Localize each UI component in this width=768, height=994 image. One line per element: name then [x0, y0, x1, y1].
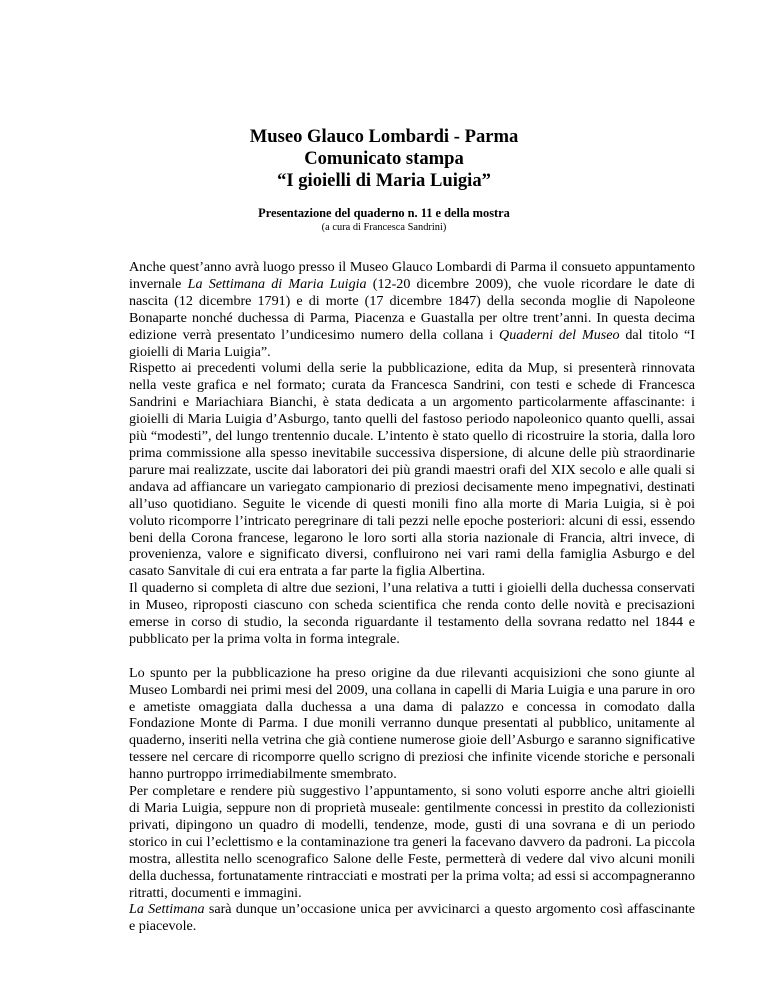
page-subtitle-press-release: Comunicato stampa: [304, 148, 464, 169]
paragraph-4: Lo spunto per la pubblicazione ha preso origine da due rilevanti acquisizioni che sono giunte al Museo Lombardi nei primi mesi del 2009, una collana in capelli di Maria Luigia e una parure in oro e ametiste omaggiata dalla duchessa a una dama di palazzo e concessa in comodato dalla Fondazione Monte di Parma. I due monili verranno dunque presentati al pubblico, unitamente al quaderno, inseriti nella vetrina che già contiene numerose gioie dell’Asburgo e saranno significative tessere nel cercare di ricomporre quello scrigno di preziosi che infinite vicende storiche e personali hanno purtroppo irrimediabilmente smembrato.: [129, 664, 695, 783]
paragraph-1-text-e: dal titolo “I gioielli di Maria Luigia”.: [129, 326, 695, 360]
paragraph-1: [129, 259, 695, 360]
paragraph-1-text-c: (12-20 dicembre 2009), che vuole ricordare le date di nascita (12 dicembre 1791) e di morte (17 dicembre 1847) della seconda moglie di Napoleone Bonaparte nonché duchessa di Parma, Piacenza e Guastalla per oltre trent’anni. In questa decima edizione verrà presentato l’undicesimo numero della collana i: [129, 275, 695, 343]
paragraph-3: Il quaderno si completa di altre due sezioni, l’una relativa a tutti i gioielli della duchessa conservati in Museo, riproposti ciascuno con scheda scientifica che renda conto delle novità e precisazioni emerse in corso di studio, la seconda riguardante il testamento della sovrana redatto nel 1844 e pubblicato per la prima volta in forma integrale.: [129, 580, 695, 647]
page-title: Museo Glauco Lombardi - Parma: [249, 126, 519, 147]
presentation-subtitle: [0, 206, 768, 234]
curator-credit: (a cura di Francesca Sandrini): [321, 222, 447, 233]
page-subtitle-exhibition: “I gioielli di Maria Luigia”: [277, 170, 491, 191]
series-title-italic: Quaderni del Museo: [499, 326, 620, 343]
paragraph-6: [129, 901, 695, 935]
presentation-heading: Presentazione del quaderno n. 11 e della mostra: [258, 206, 510, 220]
body-text: [129, 259, 695, 935]
paragraph-1-text-a: Anche quest’anno avrà luogo presso il Museo Glauco Lombardi di Parma il consueto appuntamento invernale: [129, 259, 695, 292]
event-short-title-italic: La Settimana: [129, 901, 205, 918]
document-header: [0, 126, 768, 192]
paragraph-6-text-b: sarà dunque un’occasione unica per avvicinarci a questo argomento così affascinante e piacevole.: [129, 901, 695, 935]
paragraph-5: Per completare e rendere più suggestivo l’appuntamento, si sono voluti esporre anche altri gioielli di Maria Luigia, seppure non di proprietà museale: gentilmente concessi in prestito da collezionisti privati, dipingono un quadro di modelli, tendenze, mode, gusti di una sovrana e di un periodo storico in cui l’eclettismo e la contaminazione tra generi la facevano davvero da padroni. La piccola mostra, allestita nello scenografico Salone delle Feste, permetterà di vedere dal vivo alcuni monili della duchessa, fortunatamente rintracciati e mostrati per la prima volta; ad essi si accompagneranno ritratti, documenti e immagini.: [129, 783, 695, 901]
event-title-italic: La Settimana di Maria Luigia: [187, 275, 367, 292]
paragraph-2: Rispetto ai precedenti volumi della serie la pubblicazione, edita da Mup, si presenterà rinnovata nella veste grafica e nel formato; curata da Francesca Sandrini, con testi e schede di Francesca Sandrini e Mariachiara Bianchi, è stata dedicata a un argomento particolarmente affascinante: i gioielli di Maria Luigia d’Asburgo, tanto quelli del fastoso periodo napoleonico quanto quelli, assai più “modesti”, del lungo trentennio ducale. L’intento è stato quello di ricostruire la storia, dalla loro prima commissione alla spesso inevitabile successiva dispersione, di alcune delle più straordinarie parure mai realizzate, uscite dai laboratori dei più grandi maestri orafi del XIX secolo e alle quali si andava ad affiancare un variegato campionario di preziosi decisamente meno impegnativi, destinati all’uso quotidiano. Seguite le vicende di questi monili fino alla morte di Maria Luigia, si è poi voluto ricomporre l’intricato peregrinare di tali pezzi nelle epoche posteriori: alcuni di essi, essendo beni della Corona francese, legarono le loro sorti alla storia nazionale di Francia, altri invece, di provenienza, valore e significato diversi, confluirono nei vari rami della famiglia Asburgo e del casato Sanvitale di cui era entrata a far parte la figlia Albertina.: [129, 360, 695, 580]
